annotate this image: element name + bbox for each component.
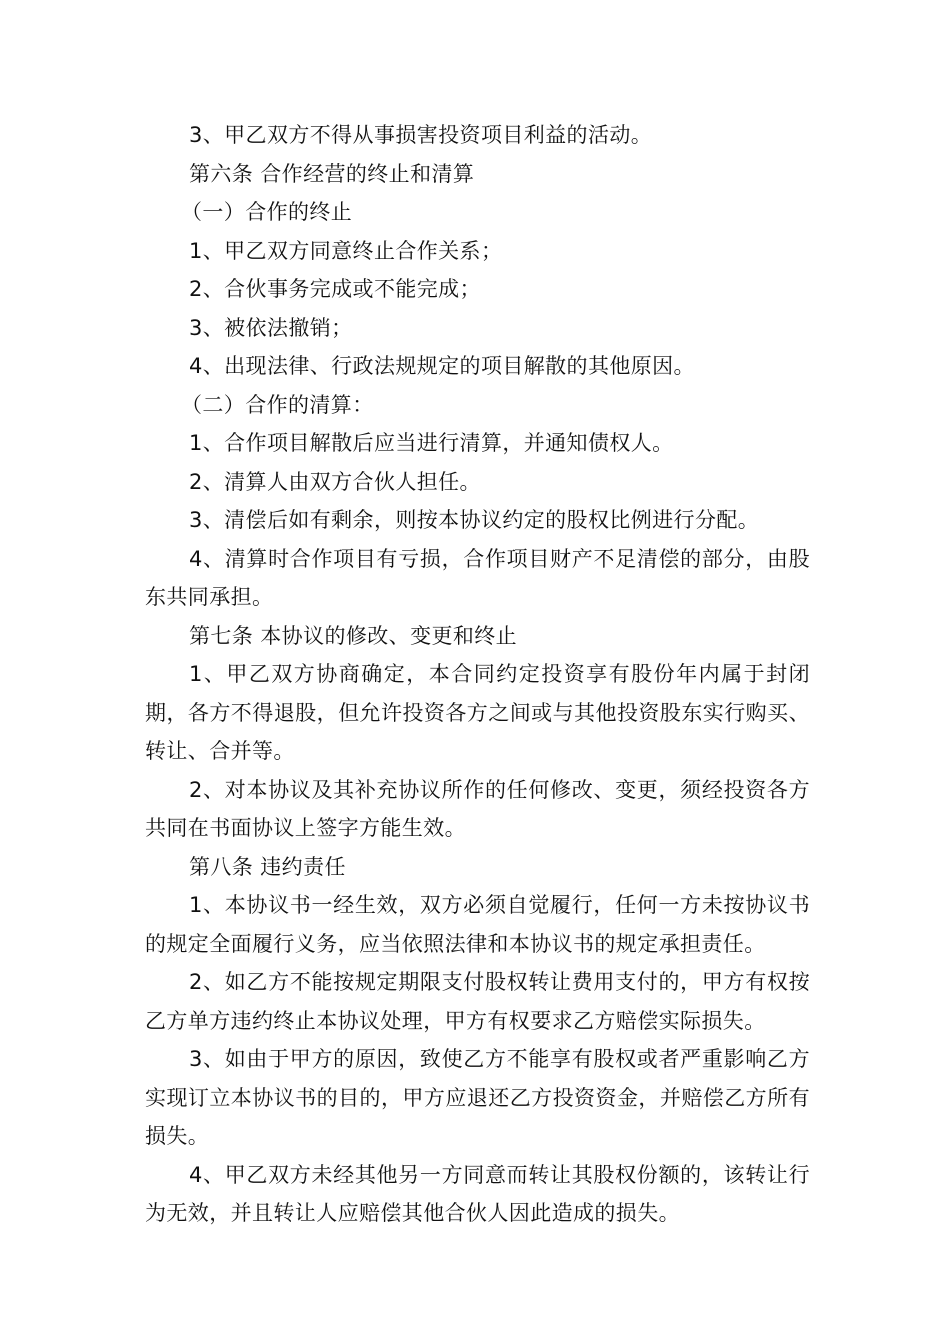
article-8-item-3: 3、如由于甲方的原因，致使乙方不能享有股权或者严重影响乙方实现订立本协议书的目的，甲方应退还乙方投资资金，并赔偿乙方所有损失。 <box>145 1047 810 1148</box>
document-body <box>145 116 810 1233</box>
section-liquidation-heading: （二）合作的清算： <box>181 392 374 417</box>
article-7-item-2: 2、对本协议及其补充协议所作的任何修改、变更，须经投资各方共同在书面协议上签字方能生效。 <box>145 777 810 840</box>
article-8-heading: 第八条 违约责任 <box>189 854 346 879</box>
liquidation-item-1: 1、合作项目解散后应当进行清算，并通知债权人。 <box>189 431 674 455</box>
article-6-heading: 第六条 合作经营的终止和清算 <box>189 161 475 186</box>
article-8-item-2: 2、如乙方不能按规定期限支付股权转让费用支付的，甲方有权按乙方单方违约终止本协议处理，甲方有权要求乙方赔偿实际损失。 <box>145 970 810 1033</box>
clause-5-item-3: 3、甲乙双方不得从事损害投资项目利益的活动。 <box>189 123 653 147</box>
termination-item-2: 2、合伙事务完成或不能完成； <box>189 277 481 301</box>
article-7-item-1: 1、甲乙双方协商确定，本合同约定投资享有股份年内属于封闭期，各方不得退股，但允许投资各方之间或与其他投资股东实行购买、转让、合并等。 <box>145 662 810 763</box>
article-8-item-1: 1、本协议书一经生效，双方必须自觉履行，任何一方未按协议书的规定全面履行义务，应当依照法律和本协议书的规定承担责任。 <box>145 893 810 956</box>
article-7-heading: 第七条 本协议的修改、变更和终止 <box>189 623 518 648</box>
section-termination-heading: （一）合作的终止 <box>181 200 353 224</box>
article-8-item-4: 4、甲乙双方未经其他另一方同意而转让其股权份额的，该转让行为无效，并且转让人应赔偿其他合伙人因此造成的损失。 <box>145 1162 810 1225</box>
liquidation-item-3: 3、清偿后如有剩余，则按本协议约定的股权比例进行分配。 <box>189 508 760 532</box>
liquidation-item-2: 2、清算人由双方合伙人担任。 <box>189 469 481 494</box>
liquidation-item-4: 4、清算时合作项目有亏损，合作项目财产不足清偿的部分，由股东共同承担。 <box>145 546 810 609</box>
termination-item-3: 3、被依法撤销； <box>189 315 353 340</box>
termination-item-1: 1、甲乙双方同意终止合作关系； <box>189 238 503 263</box>
termination-item-4: 4、出现法律、行政法规规定的项目解散的其他原因。 <box>189 354 695 378</box>
